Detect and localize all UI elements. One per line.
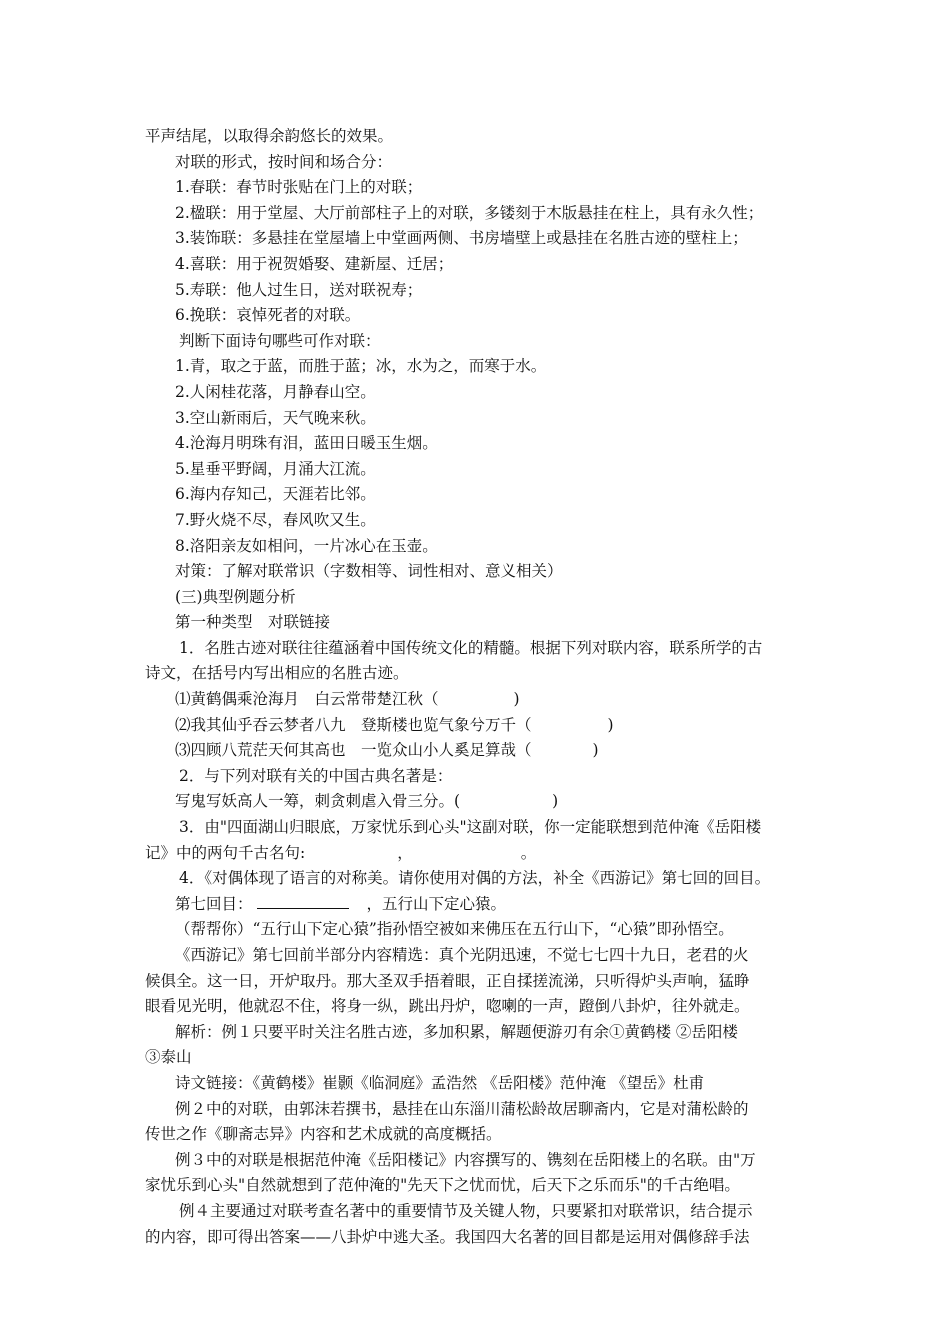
text-line: 平声结尾，以取得余韵悠长的效果。: [145, 127, 394, 145]
text-line: 1.青，取之于蓝，而胜于蓝；冰，水为之，而寒于水。: [175, 357, 547, 376]
question-text: 写鬼写妖高人一筹，刺贪刺虐入骨三分。(: [175, 792, 461, 811]
text-line: 诗文，在括号内写出相应的名胜古迹。: [145, 664, 409, 683]
text-line: 1.春联：春节时张贴在门上的对联；: [175, 178, 423, 197]
subsection-heading: 第一种类型 对联链接: [175, 613, 331, 632]
text-line: 3.装饰联：多悬挂在堂屋墙上中堂画两侧、书房墙壁上或悬挂在名胜古迹的壁柱上；: [175, 229, 748, 248]
question-text: ⑶四顾八荒茫天何其高也 一览众山小人奚足算哉（: [175, 741, 532, 760]
closing-paren: ): [592, 741, 599, 760]
question-item: [145, 738, 815, 764]
text-line: 4.喜联：用于祝贺婚娶、建新屋、迁居；: [175, 254, 454, 273]
section-heading: (三)典型例题分析: [175, 587, 296, 606]
question-text: ⑴黄鹤偶乘沧海月 白云常带楚江秋（: [175, 690, 439, 709]
question-item: [145, 789, 815, 815]
text-line: 的内容，即可得出答案——八卦炉中逃大圣。我国四大名著的回目都是运用对偶修辞手法: [145, 1227, 750, 1246]
text-line: 家忧乐到心头"自然就想到了范仲淹的"先天下之忧而忧，后天下之乐而乐"的千古绝唱。: [145, 1176, 740, 1195]
question-item: [145, 713, 815, 739]
closing-paren: ): [607, 715, 614, 734]
text-line: ③泰山: [145, 1048, 192, 1067]
text-line: 传世之作《聊斋志异》内容和艺术成就的高度概括。: [145, 1125, 502, 1144]
text-line: 解析：例１只要平时关注名胜古迹，多加积累，解题便游刃有余①黄鹤楼 ②岳阳楼: [175, 1022, 738, 1041]
text-line: 8.洛阳亲友如相问，一片冰心在玉壶。: [175, 536, 438, 555]
question-item: [145, 892, 815, 918]
text-line: 《西游记》第七回前半部分内容精选：真个光阴迅速，不觉七七四十九日，老君的火: [175, 946, 749, 964]
text-line: 2．与下列对联有关的中国古典名著是：: [179, 766, 453, 785]
text-line: 2.楹联：用于堂屋、大厅前部柱子上的对联，多镂刻于木版悬挂在柱上，具有永久性；: [175, 203, 764, 222]
text-line: 5.寿联：他人过生日，送对联祝寿；: [175, 280, 423, 299]
text-line: 5.星垂平野阔，月涌大江流。: [175, 459, 376, 478]
separator-comma: ，: [397, 843, 413, 862]
text-line: 例４主要通过对联考查名著中的重要情节及关键人物，只要紧扣对联常识，结合提示: [179, 1201, 753, 1220]
closing-paren: ): [552, 792, 559, 811]
text-line: 3.空山新雨后，天气晚来秋。: [175, 408, 376, 427]
closing-period: 。: [520, 843, 537, 862]
question-text: 第七回目：: [175, 894, 253, 913]
text-line: 6.挽联：哀悼死者的对联。: [175, 306, 361, 325]
text-line: 7.野火烧不尽，春风吹又生。: [175, 510, 376, 529]
question-text: ，五行山下定心猿。: [366, 894, 507, 913]
text-line: 6.海内存知己，天涯若比邻。: [175, 485, 376, 504]
text-line: 4.沧海月明珠有泪，蓝田日暖玉生烟。: [175, 434, 438, 453]
text-line: 1．名胜古迹对联往往蕴涵着中国传统文化的精髓。根据下列对联内容，联系所学的古: [179, 638, 763, 657]
text-line: 例３中的对联是根据范仲淹《岳阳楼记》内容撰写的、镌刻在岳阳楼上的名联。由"万: [175, 1150, 756, 1169]
text-line: （帮帮你）“五行山下定心猿”指孙悟空被如来佛压在五行山下，“心猿”即孙悟空。: [175, 920, 734, 939]
text-line: 判断下面诗句哪些可作对联：: [179, 331, 381, 350]
text-line: 3．由"四面湖山归眼底，万家忧乐到心头"这副对联，你一定能联想到范仲淹《岳阳楼: [179, 818, 762, 837]
question-text: ⑵我其仙乎吞云梦者八九 登斯楼也览气象兮万千（: [175, 715, 532, 734]
text-line: 诗文链接：《黄鹤楼》崔颢《临洞庭》孟浩然 《岳阳楼》范仲淹 《望岳》杜甫: [175, 1073, 705, 1092]
text-line: 4．《对偶体现了语言的对称美。请你使用对偶的方法，补全《西游记》第七回的回目。: [179, 869, 771, 888]
closing-paren: ): [513, 690, 520, 709]
question-text: 记》中的两句千古名句:: [145, 843, 306, 862]
answer-underline[interactable]: [257, 893, 349, 909]
text-line: 2.人闲桂花落，月静春山空。: [175, 382, 376, 401]
text-line: 对联的形式，按时间和场合分：: [175, 152, 393, 171]
question-item: [145, 841, 815, 867]
text-line: 例２中的对联，由郭沫若撰书，悬挂在山东淄川蒲松龄故居聊斋内，它是对蒲松龄的: [175, 1099, 749, 1118]
text-line: 候俱全。这一日，开炉取丹。那大圣双手捂着眼，正自揉搓流涕，只听得炉头声响，猛睁: [145, 971, 750, 990]
document-body: [145, 124, 815, 1250]
text-line: 眼看见光明，他就忍不住，将身一纵，跳出丹炉，唿喇的一声，蹬倒八卦炉，往外就走。: [145, 997, 750, 1016]
text-line: 对策：了解对联常识（字数相等、词性相对、意义相关）: [175, 562, 563, 581]
question-item: [145, 687, 815, 713]
